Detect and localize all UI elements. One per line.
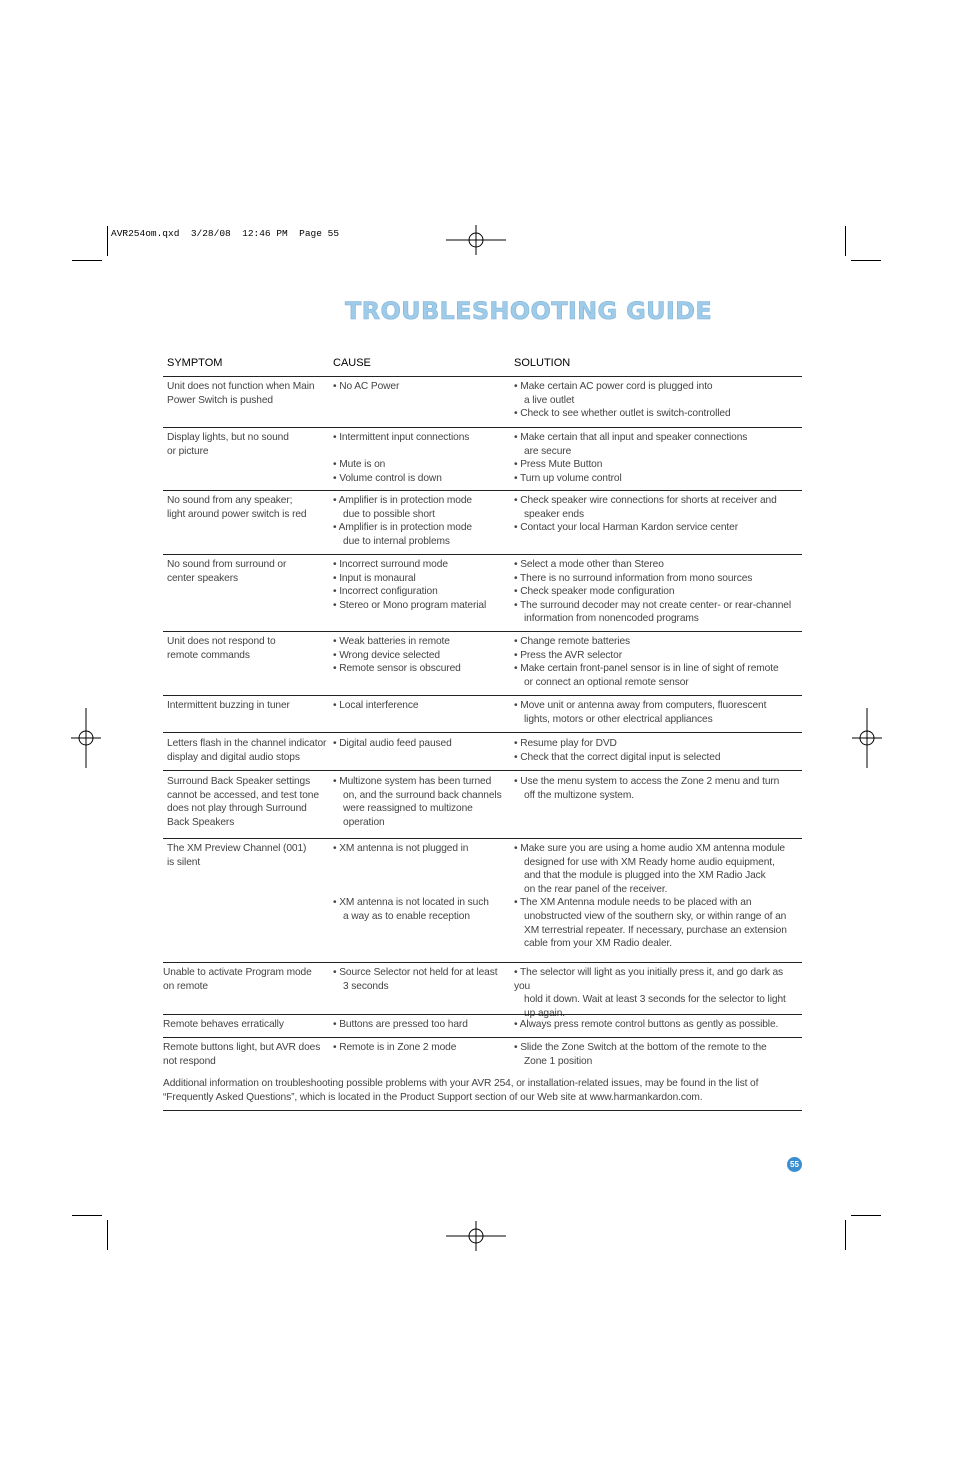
cell-line: • Amplifier is in protection mode — [333, 522, 472, 534]
cell-line: • Stereo or Mono program material — [333, 599, 487, 611]
cell-line: on remote — [163, 980, 208, 992]
page-number-badge: 55 — [787, 1157, 802, 1172]
cell-line: • Make certain front-panel sensor is in line of sight of remote — [514, 663, 779, 675]
cell-line: • The selector will light as you initially press it, and go dark as you — [514, 967, 784, 992]
cell-cause — [333, 558, 511, 612]
cell-line: cable from your XM Radio dealer. — [524, 938, 672, 950]
cell-line — [333, 869, 511, 883]
cell-solution — [514, 1018, 799, 1032]
cell-symptom — [167, 842, 327, 869]
cell-line: • Local interference — [333, 700, 419, 711]
cell-line: • Check speaker mode configuration — [514, 586, 675, 598]
cell-solution — [514, 737, 799, 764]
cell-line: • Check that the correct digital input is selected — [514, 751, 721, 763]
cell-cause — [333, 699, 511, 713]
cell-line: • Contact your local Harman Kardon service center — [514, 522, 739, 534]
cell-line: were reassigned to multizone operation — [343, 803, 473, 828]
cell-solution — [514, 1041, 799, 1068]
crop-mark — [107, 1220, 108, 1250]
cell-line: 3 seconds — [343, 980, 389, 992]
cell-line: • Move unit or antenna away from computers, fluorescent — [514, 700, 767, 711]
row-divider — [163, 427, 802, 428]
header-symptom: SYMPTOM — [167, 357, 223, 369]
cell-line: • Press the AVR selector — [514, 649, 622, 661]
printer-slug: AVR254om.qxd 3/28/08 12:46 PM Page 55 — [111, 228, 340, 239]
cell-line: Surround Back Speaker settings — [167, 776, 311, 787]
cell-line: No sound from any speaker; — [167, 495, 293, 506]
cell-line: • No AC Power — [333, 381, 400, 392]
cell-line: • Make certain AC power cord is plugged into — [514, 381, 713, 392]
cell-line: speaker ends — [524, 508, 584, 520]
crop-mark — [107, 226, 108, 256]
cell-line: • Select a mode other than Stereo — [514, 559, 664, 570]
row-divider — [163, 376, 802, 377]
cell-line: • Buttons are pressed too hard — [333, 1019, 468, 1030]
cell-line: • Change remote batteries — [514, 636, 631, 647]
cell-line: on, and the surround back channels — [343, 789, 502, 801]
cell-line: unobstructed view of the southern sky, or within range of an — [524, 910, 787, 922]
cell-line: does not play through Surround — [167, 803, 307, 815]
cell-line: off the multizone system. — [524, 789, 634, 801]
cell-symptom — [167, 737, 327, 764]
cell-line: • Make sure you are using a home audio XM antenna module — [514, 843, 785, 854]
cell-line: • Make certain that all input and speaker connections — [514, 432, 748, 443]
registration-mark-icon — [852, 708, 882, 768]
cell-line: Unit does not respond to — [167, 636, 276, 647]
cell-line: • Check to see whether outlet is switch-controlled — [514, 408, 731, 420]
cell-line: • Remote sensor is obscured — [333, 663, 461, 675]
cell-line: are secure — [524, 445, 572, 457]
cell-line: • Wrong device selected — [333, 649, 440, 661]
cell-line: Unable to activate Program mode — [163, 967, 312, 978]
cell-line: • The surround decoder may not create center- or rear-channel — [514, 599, 792, 611]
cell-line: not respond — [163, 1055, 216, 1067]
row-divider — [163, 962, 802, 963]
cell-line: • Incorrect surround mode — [333, 559, 448, 570]
page-title: TROUBLESHOOTING GUIDE — [345, 297, 713, 325]
cell-line: a live outlet — [524, 394, 575, 406]
cell-line: • Mute is on — [333, 459, 386, 471]
cell-line: • Resume play for DVD — [514, 738, 617, 749]
footnote: Additional information on troubleshooting possible problems with your AVR 254, or installation-related issues, may be found in the list of “Frequently Asked Questions”, which is located in the Product Support section of our Web site at www.harmankardon.com. — [163, 1078, 759, 1103]
cell-solution — [514, 558, 799, 626]
cell-line: lights, motors or other electrical appliances — [524, 713, 713, 725]
cell-symptom — [167, 558, 327, 585]
cell-line: and that the module is plugged into the XM Radio Jack — [524, 870, 766, 882]
cell-solution — [514, 966, 799, 1020]
cell-line: • The XM Antenna module needs to be placed with an — [514, 897, 752, 909]
crop-mark — [851, 1215, 881, 1216]
cell-line: • Use the menu system to access the Zone 2 menu and turn — [514, 776, 780, 787]
cell-line: on the rear panel of the receiver. — [524, 883, 668, 895]
cell-line: • Volume control is down — [333, 472, 442, 484]
row-divider — [163, 732, 802, 733]
cell-solution — [514, 635, 799, 689]
registration-mark-icon — [446, 225, 506, 255]
cell-solution — [514, 775, 799, 802]
row-divider — [163, 631, 802, 632]
cell-line: The XM Preview Channel (001) — [167, 843, 307, 854]
cell-symptom — [163, 1018, 323, 1032]
cell-line: • Amplifier is in protection mode — [333, 495, 472, 506]
row-divider — [163, 695, 802, 696]
row-divider — [163, 1014, 802, 1015]
crop-mark — [72, 1215, 102, 1216]
cell-line: Intermittent buzzing in tuner — [167, 700, 290, 711]
cell-symptom — [167, 699, 327, 713]
cell-line: • Intermittent input connections — [333, 432, 470, 443]
cell-line: due to internal problems — [343, 535, 450, 547]
cell-line: • XM antenna is not located in such — [333, 897, 489, 909]
registration-mark-icon — [71, 708, 101, 768]
cell-line: is silent — [167, 856, 201, 868]
cell-symptom — [167, 775, 327, 829]
crop-mark — [845, 226, 846, 256]
cell-line: Power Switch is pushed — [167, 394, 273, 406]
cell-cause — [333, 494, 511, 548]
row-divider — [163, 770, 802, 771]
registration-mark-icon — [446, 1221, 506, 1251]
cell-line: Letters flash in the channel indicator — [167, 738, 327, 749]
cell-line: • Always press remote control buttons as gently as possible. — [514, 1019, 779, 1030]
cell-line: • Weak batteries in remote — [333, 636, 450, 647]
cell-line: • Press Mute Button — [514, 459, 603, 471]
cell-line: • Digital audio feed paused — [333, 738, 452, 749]
cell-line — [333, 445, 511, 459]
row-divider — [163, 1037, 802, 1038]
row-divider — [163, 490, 802, 491]
header-solution: SOLUTION — [514, 357, 571, 369]
crop-mark — [845, 1220, 846, 1250]
cell-line: information from nonencoded programs — [524, 613, 699, 625]
cell-symptom — [167, 431, 327, 458]
cell-line — [333, 856, 511, 870]
cell-line: • Check speaker wire connections for shorts at receiver and — [514, 495, 777, 506]
cell-line: light around power switch is red — [167, 508, 307, 520]
cell-cause — [333, 737, 511, 751]
cell-line: or connect an optional remote sensor — [524, 676, 689, 688]
cell-cause — [333, 380, 511, 394]
cell-symptom — [167, 380, 327, 407]
cell-line: Remote behaves erratically — [163, 1019, 284, 1030]
cell-line: • Remote is in Zone 2 mode — [333, 1042, 457, 1053]
cell-line: • There is no surround information from mono sources — [514, 572, 753, 584]
cell-line: • XM antenna is not plugged in — [333, 843, 469, 854]
cell-line: • Turn up volume control — [514, 472, 622, 484]
crop-mark — [851, 260, 881, 261]
cell-line: Unit does not function when Main — [167, 381, 315, 392]
cell-cause — [333, 1041, 511, 1055]
cell-line: Display lights, but no sound — [167, 432, 289, 443]
cell-line: • Slide the Zone Switch at the bottom of the remote to the — [514, 1042, 767, 1053]
header-cause: CAUSE — [333, 357, 371, 369]
cell-line — [333, 883, 511, 897]
row-divider — [163, 838, 802, 839]
cell-line: center speakers — [167, 572, 238, 584]
cell-line: No sound from surround or — [167, 559, 287, 570]
cell-line: Remote buttons light, but AVR does — [163, 1042, 321, 1053]
cell-cause — [333, 966, 511, 993]
cell-line: XM terrestrial repeater. If necessary, purchase an extension — [524, 924, 787, 936]
cell-line: • Source Selector not held for at least — [333, 967, 498, 978]
row-divider — [163, 554, 802, 555]
cell-solution — [514, 380, 799, 421]
cell-cause — [333, 775, 511, 829]
table-bottom-rule — [163, 1110, 802, 1111]
cell-line: due to possible short — [343, 508, 435, 520]
cell-symptom — [167, 635, 327, 662]
cell-cause — [333, 635, 511, 676]
cell-symptom — [163, 1041, 323, 1068]
cell-cause — [333, 842, 511, 924]
cell-line: a way as to enable reception — [343, 910, 470, 922]
cell-line: designed for use with XM Ready home audio equipment, — [524, 856, 775, 868]
cell-line: display and digital audio stops — [167, 751, 300, 763]
cell-line: remote commands — [167, 649, 250, 661]
cell-line: Zone 1 position — [524, 1055, 593, 1067]
cell-cause — [333, 431, 511, 485]
cell-solution — [514, 842, 799, 951]
cell-solution — [514, 431, 799, 485]
cell-cause — [333, 1018, 511, 1032]
cell-line: • Incorrect configuration — [333, 586, 438, 598]
cell-symptom — [163, 966, 323, 993]
crop-mark — [72, 260, 102, 261]
cell-line: hold it down. Wait at least 3 seconds for the selector to light — [524, 994, 786, 1006]
cell-line: • Multizone system has been turned — [333, 776, 492, 787]
cell-solution — [514, 494, 799, 535]
cell-line: cannot be accessed, and test tone — [167, 789, 319, 801]
cell-line: Back Speakers — [167, 816, 235, 828]
cell-solution — [514, 699, 799, 726]
cell-line: or picture — [167, 445, 209, 457]
cell-line: • Input is monaural — [333, 572, 416, 584]
cell-symptom — [167, 494, 327, 521]
